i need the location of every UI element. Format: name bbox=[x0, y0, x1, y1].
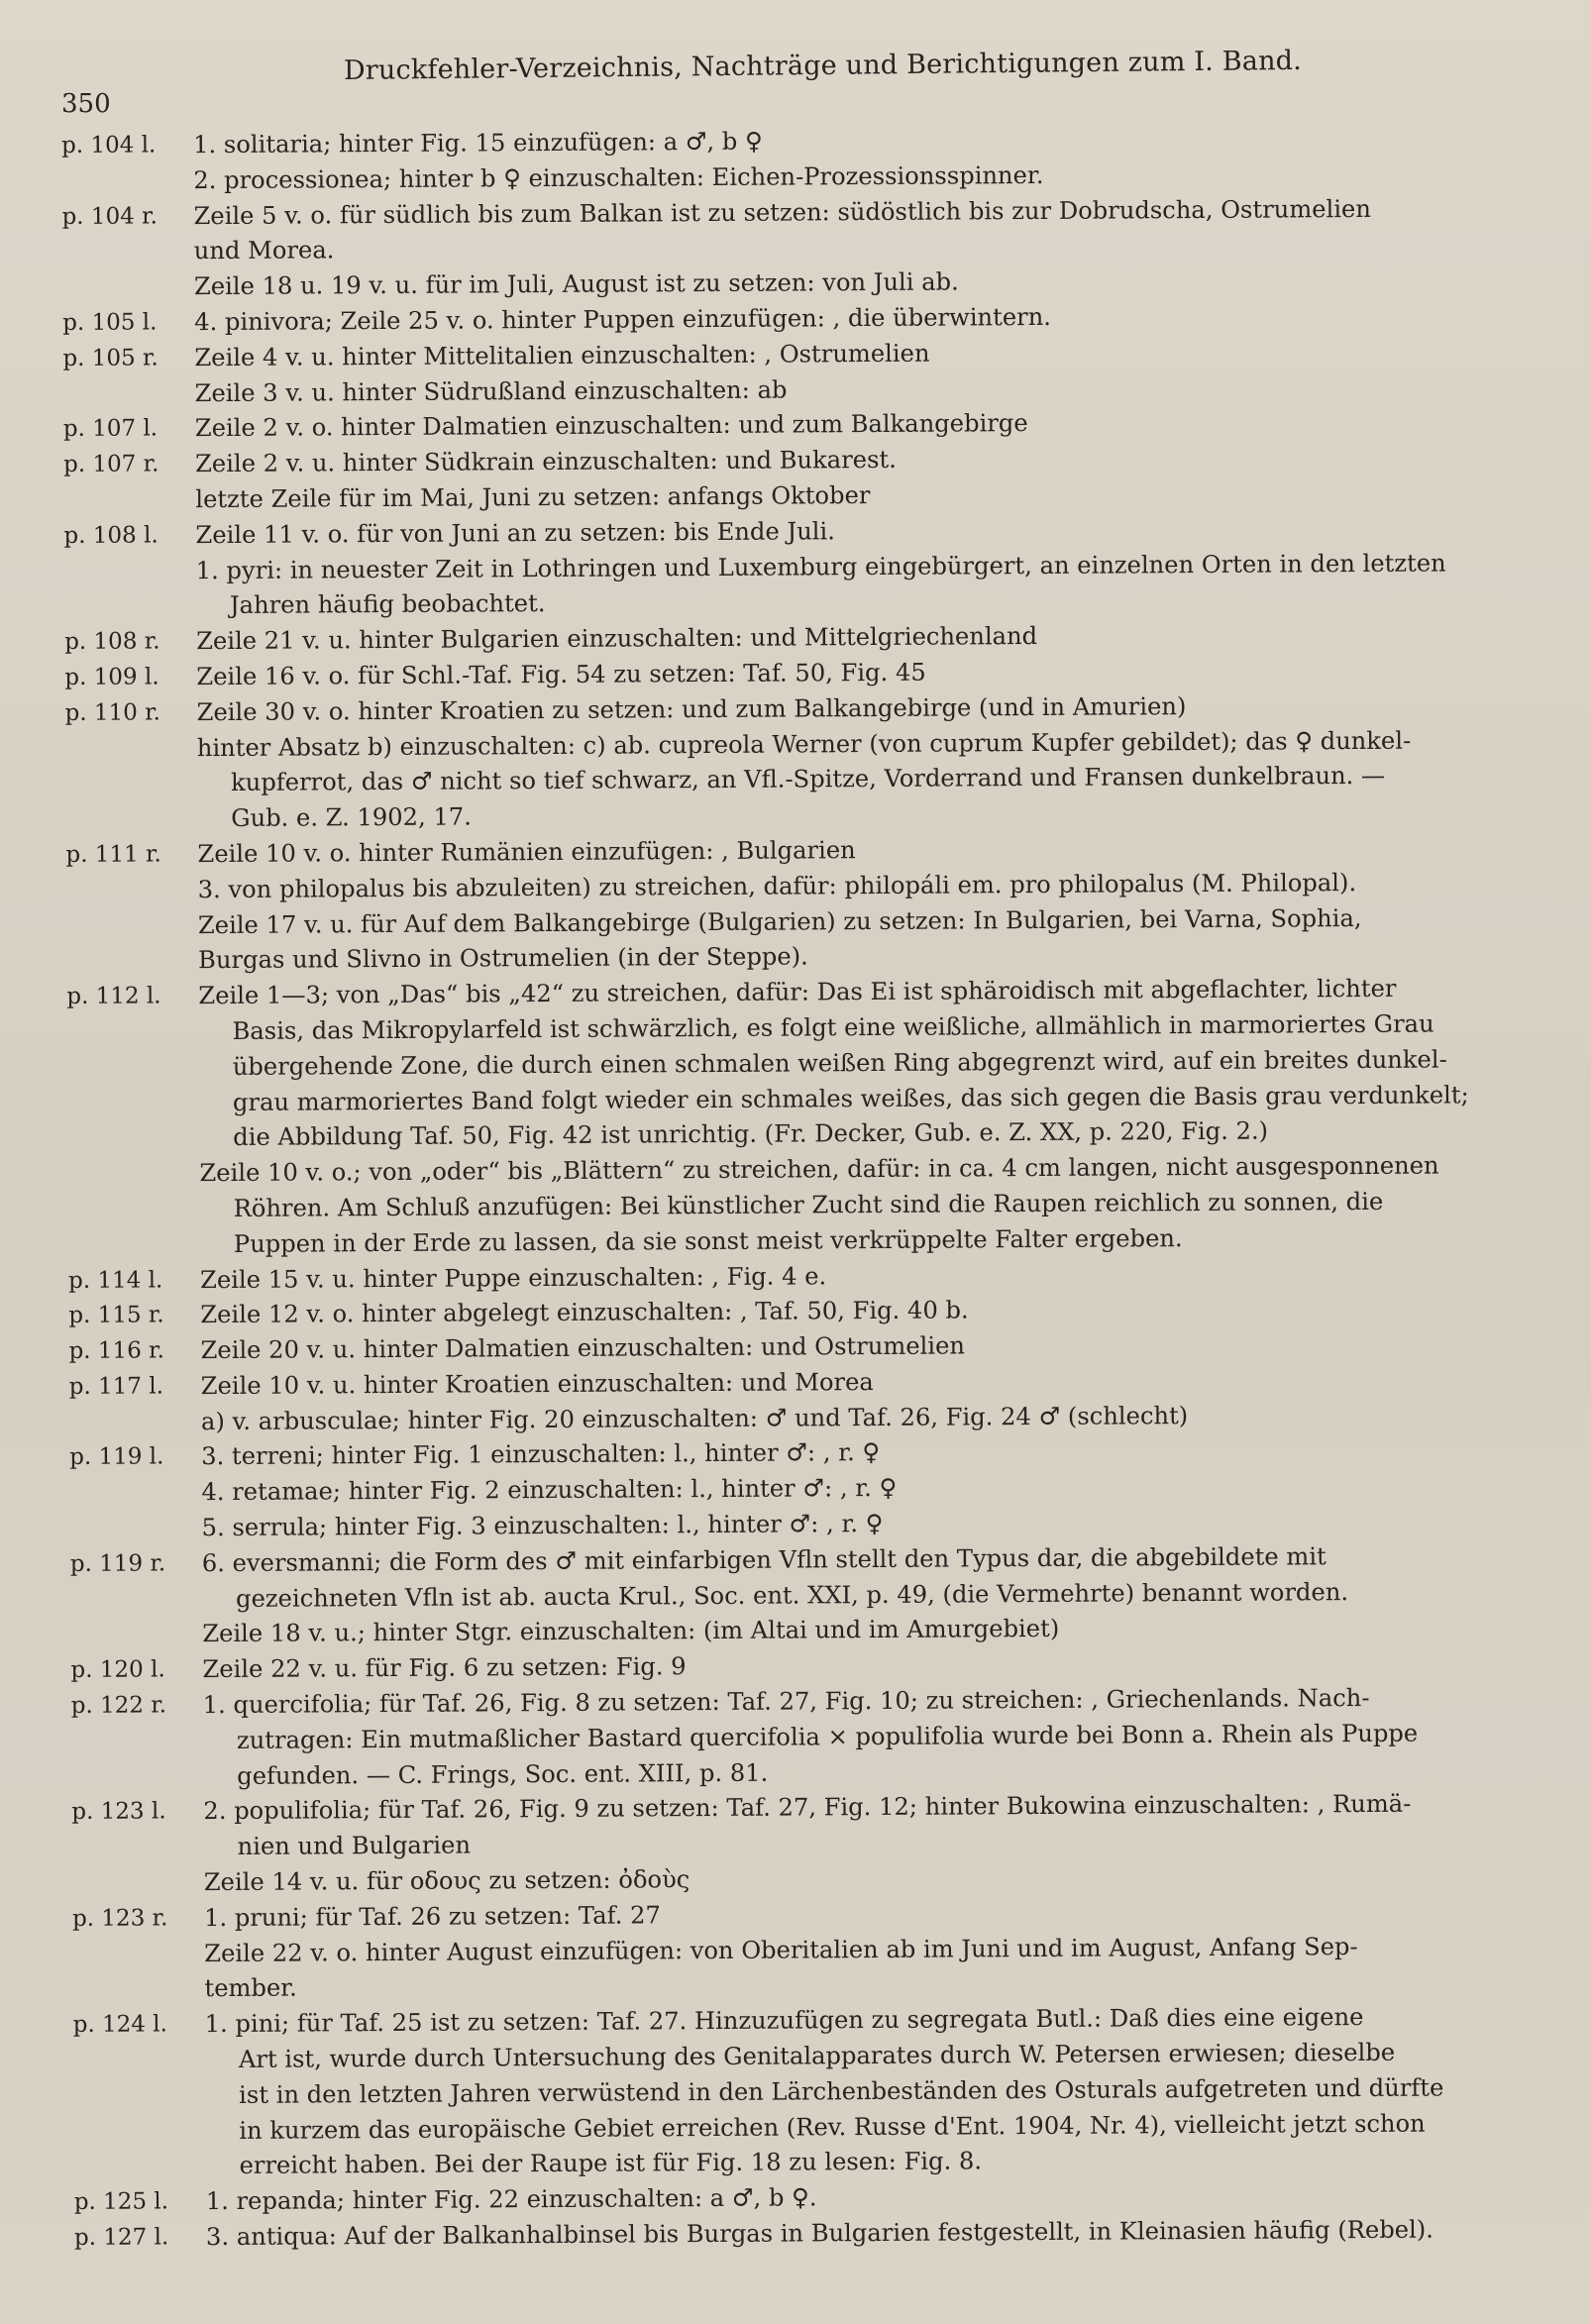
page-reference: p. 107 r. bbox=[62, 451, 159, 478]
text-line: Zeile 14 v. u. für οδους zu setzen: ὀδοὺς bbox=[203, 1865, 690, 1897]
page-reference: p. 123 r. bbox=[71, 1905, 168, 1932]
text-line: Zeile 18 v. u.; hinter Stgr. einzuschalten: (im Altai und im Amurgebiet) bbox=[202, 1615, 1060, 1648]
text-line: die Abbildung Taf. 50, Fig. 42 ist unrichtig. (Fr. Decker, Gub. e. Z. XX, p. 220, Fig. 2.) bbox=[233, 1116, 1269, 1152]
page-reference: p. 114 l. bbox=[68, 1266, 163, 1294]
correction-entry bbox=[61, 120, 1547, 200]
text-line: Zeile 1—3; von „Das“ bis „42“ zu streichen, dafür: Das Ei ist sphäroidisch mit abgeflachter, lichter bbox=[198, 974, 1397, 1010]
page-header bbox=[61, 45, 1538, 119]
text-line: Zeile 12 v. o. hinter abgelegt einzuschalten: , Taf. 50, Fig. 40 b. bbox=[200, 1296, 969, 1329]
text-line: Röhren. Am Schluß anzufügen: Bei künstlicher Zucht sind die Raupen reichlich zu sonnen, die bbox=[233, 1187, 1384, 1222]
page-reference: p. 104 r. bbox=[61, 203, 158, 230]
page-reference: p. 115 r. bbox=[68, 1302, 164, 1329]
text-line: Zeile 21 v. u. hinter Bulgarien einzuschalten: und Mittelgriechenland bbox=[196, 622, 1038, 656]
text-line: Zeile 30 v. o. hinter Kroatien zu setzen: und zum Balkangebirge (und in Amurien) bbox=[196, 691, 1187, 726]
text-line: Zeile 22 v. u. für Fig. 6 zu setzen: Fig. 9 bbox=[202, 1652, 687, 1684]
text-line: 1. pini; für Taf. 25 ist zu setzen: Taf. 27. Hinzuzufügen zu segregata Butl.: Daß dies eine eigene bbox=[204, 2003, 1364, 2039]
correction-entry bbox=[63, 510, 1550, 626]
text-line: Zeile 20 v. u. hinter Dalmatien einzuschalten: und Ostrumelien bbox=[200, 1331, 966, 1365]
text-line: Zeile 3 v. u. hinter Südrußland einzuschalten: ab bbox=[194, 375, 788, 407]
correction-text bbox=[195, 510, 1550, 625]
text-line: 1. pruni; für Taf. 26 zu setzen: Taf. 27 bbox=[203, 1901, 661, 1932]
page-reference: p. 123 l. bbox=[71, 1798, 166, 1826]
text-line: Puppen in der Erde zu lassen, da sie sonst meist verkrüppelte Falter ergeben. bbox=[233, 1223, 1183, 1258]
text-line: Zeile 11 v. o. für von Juni an zu setzen: bis Ende Juli. bbox=[195, 517, 835, 549]
page-reference: p. 110 r. bbox=[64, 699, 161, 726]
page-reference: p. 105 l. bbox=[62, 309, 158, 336]
correction-text bbox=[198, 971, 1554, 1263]
corrections-list bbox=[61, 120, 1560, 2257]
text-line: in kurzem das europäische Gebiet erreichen (Rev. Russe d'Ent. 1904, Nr. 4), vielleicht jetzt schon bbox=[239, 2109, 1426, 2145]
text-line: 2. processionea; hinter b ♀ einzuschalten: Eichen-Prozessionsspinner. bbox=[193, 160, 1044, 194]
text-line: Zeile 10 v. u. hinter Kroatien einzuschalten: und Morea bbox=[200, 1367, 874, 1401]
correction-entry bbox=[65, 829, 1552, 980]
text-line: nien und Bulgarien bbox=[237, 1831, 472, 1861]
correction-text bbox=[202, 1538, 1557, 1653]
correction-text bbox=[203, 1786, 1558, 1901]
correction-entry bbox=[72, 1893, 1559, 2009]
page-reference: p. 108 r. bbox=[64, 628, 160, 656]
correction-entry bbox=[70, 1538, 1557, 1654]
text-line: 6. eversmanni; die Form des ♂ mit einfarbigen Vfln stellt den Typus dar, die abgebildete mit bbox=[201, 1542, 1326, 1578]
correction-entry bbox=[71, 1786, 1558, 1902]
page-reference: p. 112 l. bbox=[66, 983, 161, 1010]
correction-entry bbox=[63, 439, 1549, 519]
correction-entry bbox=[61, 190, 1548, 306]
text-line: Jahren häufig beobachtet. bbox=[229, 589, 546, 620]
text-line: Zeile 5 v. o. für südlich bis zum Balkan ist zu setzen: südöstlich bis zur Dobrudscha, Ostrumelien bbox=[193, 194, 1371, 230]
text-line: Zeile 16 v. o. für Schl.-Taf. Fig. 54 zu setzen: Taf. 50, Fig. 45 bbox=[196, 658, 926, 691]
page-reference: p. 107 l. bbox=[62, 415, 159, 443]
correction-text bbox=[203, 1680, 1558, 1795]
text-line: letzte Zeile für im Mai, Juni zu setzen: anfangs Oktober bbox=[195, 480, 871, 514]
page-reference: p. 125 l. bbox=[73, 2188, 169, 2216]
correction-text bbox=[201, 1361, 1555, 1440]
correction-text bbox=[201, 1431, 1556, 1546]
page-number: 350 bbox=[61, 89, 111, 119]
correction-entry bbox=[64, 687, 1551, 838]
page-reference: p. 111 r. bbox=[65, 841, 161, 868]
text-line: Basis, das Mikropylarfeld ist schwärzlich, es folgt eine weißliche, allmählich in marmoriertes Grau bbox=[232, 1009, 1434, 1045]
text-line: Art ist, wurde durch Untersuchung des Genitalapparates durch W. Petersen erwiesen; dieselbe bbox=[238, 2038, 1396, 2073]
correction-entry bbox=[66, 971, 1554, 1264]
text-line: gezeichneten Vfln ist ab. aucta Krul., Soc. ent. XXI, p. 49, (die Vermehrte) benannt worden. bbox=[235, 1577, 1349, 1613]
page-reference: p. 116 r. bbox=[68, 1337, 164, 1365]
correction-entry bbox=[71, 1680, 1558, 1796]
text-line: erreicht haben. Bei der Raupe ist für Fig. 18 zu lesen: Fig. 8. bbox=[239, 2147, 983, 2180]
correction-text bbox=[204, 1893, 1559, 2008]
correction-text bbox=[196, 687, 1551, 838]
text-line: a) v. arbusculae; hinter Fig. 20 einzuschalten: ♂ und Taf. 26, Fig. 24 ♂ (schlecht) bbox=[200, 1401, 1189, 1435]
page-reference: p. 119 r. bbox=[69, 1550, 166, 1577]
text-line: Zeile 15 v. u. hinter Puppe einzuschalten: , Fig. 4 e. bbox=[200, 1261, 827, 1294]
page-reference: p. 105 r. bbox=[62, 345, 159, 371]
text-line: 4. retamae; hinter Fig. 2 einzuschalten: l., hinter ♂: , r. ♀ bbox=[201, 1474, 898, 1507]
text-line: kupferrot, das ♂ nicht so tief schwarz, an Vfl.-Spitze, Vorderrand und Fransen dunkelbraun. — bbox=[230, 762, 1386, 797]
text-line: Zeile 22 v. o. hinter August einzufügen: von Oberitalien ab im Juni und im August, Anfang Sep- bbox=[204, 1932, 1358, 1967]
page-reference: p. 117 l. bbox=[68, 1373, 164, 1400]
correction-text bbox=[195, 439, 1549, 518]
text-line: 1. quercifolia; für Taf. 26, Fig. 8 zu setzen: Taf. 27, Fig. 10; zu streichen: , Griechenlands. Nach- bbox=[202, 1684, 1370, 1720]
page-reference: p. 104 l. bbox=[61, 132, 157, 158]
page-reference: p. 109 l. bbox=[64, 664, 159, 690]
text-line: 1. repanda; hinter Fig. 22 einzuschalten: a ♂, b ♀. bbox=[205, 2183, 817, 2216]
text-line: Zeile 2 v. o. hinter Dalmatien einzuschalten: und zum Balkangebirge bbox=[194, 409, 1028, 443]
text-line: 2. populifolia; für Taf. 26, Fig. 9 zu setzen: Taf. 27, Fig. 12; hinter Bukowina einzuschalten: , Rumä- bbox=[203, 1790, 1412, 1826]
page-reference: p. 120 l. bbox=[70, 1656, 165, 1684]
text-line: 1. pyri: in neuester Zeit in Lothringen und Luxemburg eingebürgert, an einzelnen Orten in den letzten bbox=[195, 549, 1446, 584]
correction-text bbox=[194, 333, 1548, 412]
correction-text bbox=[205, 1999, 1560, 2184]
correction-text bbox=[193, 120, 1547, 199]
correction-text bbox=[206, 2212, 1560, 2256]
text-line: hinter Absatz b) einzuschalten: c) ab. cupreola Werner (von cuprum Kupfer gebildet); das ♀ dunkel- bbox=[196, 726, 1412, 762]
correction-text bbox=[193, 190, 1548, 305]
text-line: Burgas und Slivno in Ostrumelien (in der Steppe). bbox=[198, 942, 808, 975]
page-reference: p. 122 r. bbox=[70, 1692, 167, 1720]
text-line: Zeile 2 v. u. hinter Südkrain einzuschalten: und Bukarest. bbox=[194, 446, 897, 478]
text-line: gefunden. — C. Frings, Soc. ent. XIII, p. 81. bbox=[237, 1758, 769, 1790]
correction-entry bbox=[69, 1361, 1555, 1441]
text-line: Zeile 17 v. u. für Auf dem Balkangebirge (Bulgarien) zu setzen: In Bulgarien, bei Varna, Sophia, bbox=[197, 903, 1362, 939]
text-line: ist in den letzten Jahren verwüstend in den Lärchenbeständen des Osturals aufgetreten und dürfte bbox=[239, 2073, 1444, 2109]
text-line: Gub. e. Z. 1902, 17. bbox=[231, 802, 472, 833]
correction-entry bbox=[73, 1999, 1560, 2185]
text-line: 1. solitaria; hinter Fig. 15 einzufügen: a ♂, b ♀ bbox=[193, 127, 763, 159]
text-line: 4. pinivora; Zeile 25 v. o. hinter Puppen einzufügen: , die überwintern. bbox=[194, 302, 1052, 337]
text-line: übergehende Zone, die durch einen schmalen weißen Ring abgegrenzt wird, auf ein breites dunkel- bbox=[232, 1045, 1447, 1081]
text-line: zutragen: Ein mutmaßlicher Bastard quercifolia × populifolia wurde bei Bonn a. Rhein als Puppe bbox=[236, 1719, 1419, 1754]
page-reference: p. 108 l. bbox=[63, 522, 159, 549]
page-reference: p. 127 l. bbox=[73, 2224, 169, 2251]
text-line: 3. antiqua: Auf der Balkanhalbinsel bis Burgas in Bulgarien festgestellt, in Kleinasien häufig (Rebel). bbox=[205, 2215, 1434, 2252]
text-line: grau marmoriertes Band folgt wieder ein schmales weißes, das sich gegen die Basis grau verdunkelt; bbox=[232, 1080, 1469, 1116]
text-line: Zeile 4 v. u. hinter Mittelitalien einzuschalten: , Ostrumelien bbox=[194, 339, 930, 371]
running-title: Druckfehler-Verzeichnis, Nachträge und Berichtigungen zum I. Band. bbox=[343, 45, 1303, 86]
text-line: und Morea. bbox=[193, 236, 335, 265]
text-line: Zeile 18 u. 19 v. u. für im Juli, August ist zu setzen: von Juli ab. bbox=[193, 267, 959, 301]
text-line: tember. bbox=[204, 1974, 297, 2003]
page-reference: p. 119 l. bbox=[69, 1443, 164, 1471]
text-line: 5. serrula; hinter Fig. 3 einzuschalten: l., hinter ♂: , r. ♀ bbox=[201, 1510, 884, 1542]
text-line: Zeile 10 v. o. hinter Rumänien einzufügen: , Bulgarien bbox=[197, 836, 856, 869]
text-line: 3. terreni; hinter Fig. 1 einzuschalten: l., hinter ♂: , r. ♀ bbox=[201, 1438, 881, 1471]
correction-entry bbox=[69, 1431, 1556, 1547]
text-line: Zeile 10 v. o.; von „oder“ bis „Blättern“ zu streichen, dafür: in ca. 4 cm langen, nicht ausgesponnenen bbox=[199, 1151, 1439, 1188]
correction-entry bbox=[62, 333, 1548, 413]
correction-text bbox=[197, 829, 1552, 980]
page-reference: p. 124 l. bbox=[72, 2011, 168, 2039]
text-line: 3. von philopalus bis abzuleiten) zu streichen, dafür: philopáli em. pro philopalus (M. Philopal). bbox=[197, 868, 1357, 903]
